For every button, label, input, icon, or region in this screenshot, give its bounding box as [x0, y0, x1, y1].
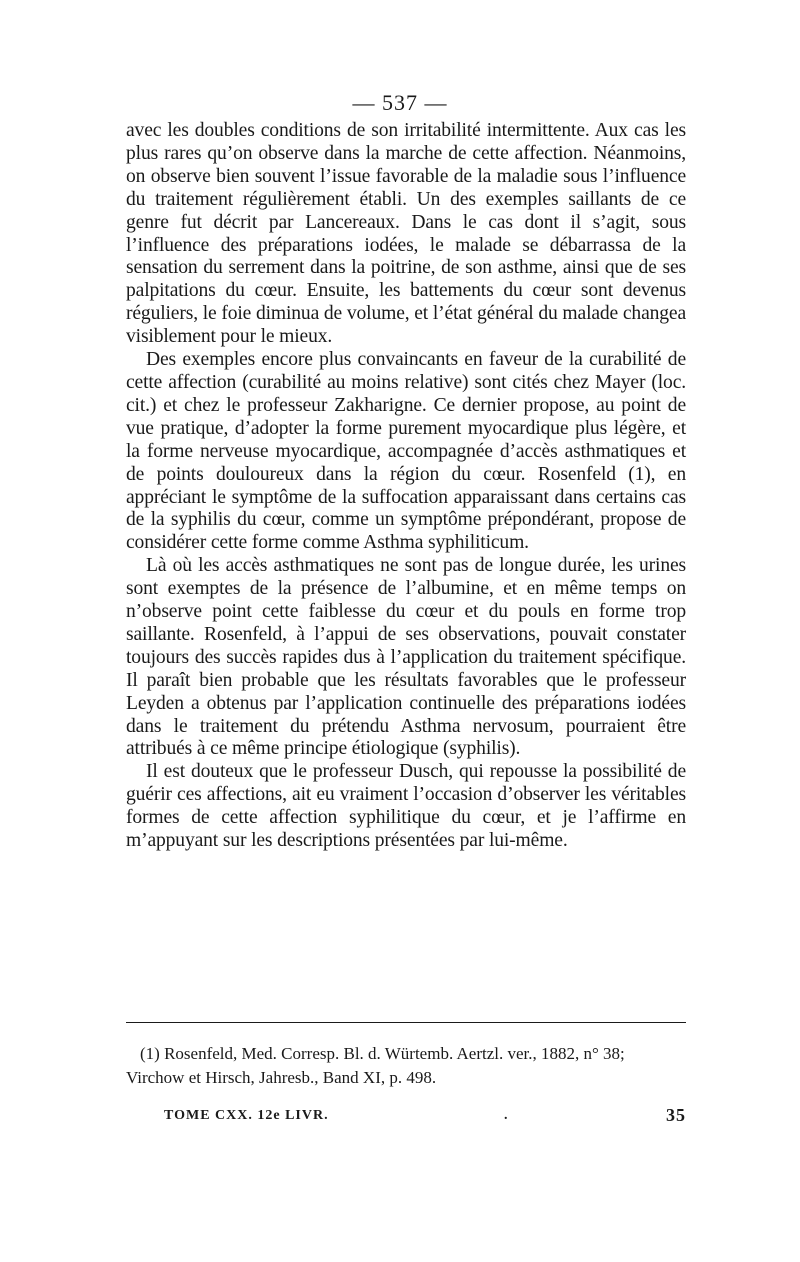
signature-dot: .	[504, 1108, 509, 1123]
volume-marker: TOME CXX. 12e LIVR.	[164, 1108, 329, 1123]
footnote-divider	[126, 1022, 686, 1023]
paragraph: Il est douteux que le professeur Dusch, qui repousse la possibilité de guérir ces affections, ait eu vraiment l’occasion d’observer les véritables formes de cette affection syphilitique du cœur, et je l’affirme en m’appuyant sur les descriptions présentées par lui-même.	[126, 761, 686, 852]
footnotes	[126, 1042, 686, 1090]
body-text	[126, 120, 686, 853]
page-number: — 537 —	[352, 90, 448, 115]
sheet-number: 35	[666, 1105, 686, 1125]
paragraph: avec les doubles conditions de son irritabilité intermittente. Aux cas les plus rares qu’on observe dans la marche de cette affection. Néanmoins, on observe bien souvent l’issue favorable de la maladie sous l’influence du traitement régulièrement établi. Un des exemples saillants de ce genre fut décrit par Lancereaux. Dans le cas dont il s’agit, sous l’influence des préparations iodées, le malade se débarrassa de la sensation du serrement dans la poitrine, de son asthme, ainsi que de ses palpitations du cœur. Ensuite, les battements du cœur sont devenus réguliers, le foie diminua de volume, et l’état général du malade changea visiblement pour le mieux.	[126, 120, 686, 348]
paragraph: Là où les accès asthmatiques ne sont pas de longue durée, les urines sont exemptes de la présence de l’albumine, et en même temps on n’observe point cette faiblesse du cœur et du pouls en forme trop saillante. Rosenfeld, à l’appui de ses observations, pouvait constater toujours des succès rapides dus à l’application du traitement spécifique. Il paraît bien probable que les résultats favorables que le professeur Leyden a obtenus par l’application continuelle des préparations iodées dans le traitement du prétendu Asthma nervosum, pourraient être attribués à ce même principe étiologique (syphilis).	[126, 555, 686, 760]
footnote: (1) Rosenfeld, Med. Corresp. Bl. d. Würtemb. Aertzl. ver., 1882, n° 38; Virchow et Hirsch, Jahresb., Band XI, p. 498.	[126, 1044, 625, 1087]
paragraph: Des exemples encore plus convaincants en faveur de la curabilité de cette affection (curabilité au moins relative) sont cités chez Mayer (loc. cit.) et chez le professeur Zakharigne. Ce dernier propose, au point de vue pratique, d’adopter la forme purement myocardique plus légère, et la forme nerveuse myocardique, accompagnée d’accès asthmatiques et de points douloureux dans la région du cœur. Rosenfeld (1), en appréciant le symptôme de la suffocation apparaissant dans certains cas de la syphilis du cœur, comme un symptôme prépondérant, propose de considérer cette forme comme Asthma syphiliticum.	[126, 349, 686, 554]
